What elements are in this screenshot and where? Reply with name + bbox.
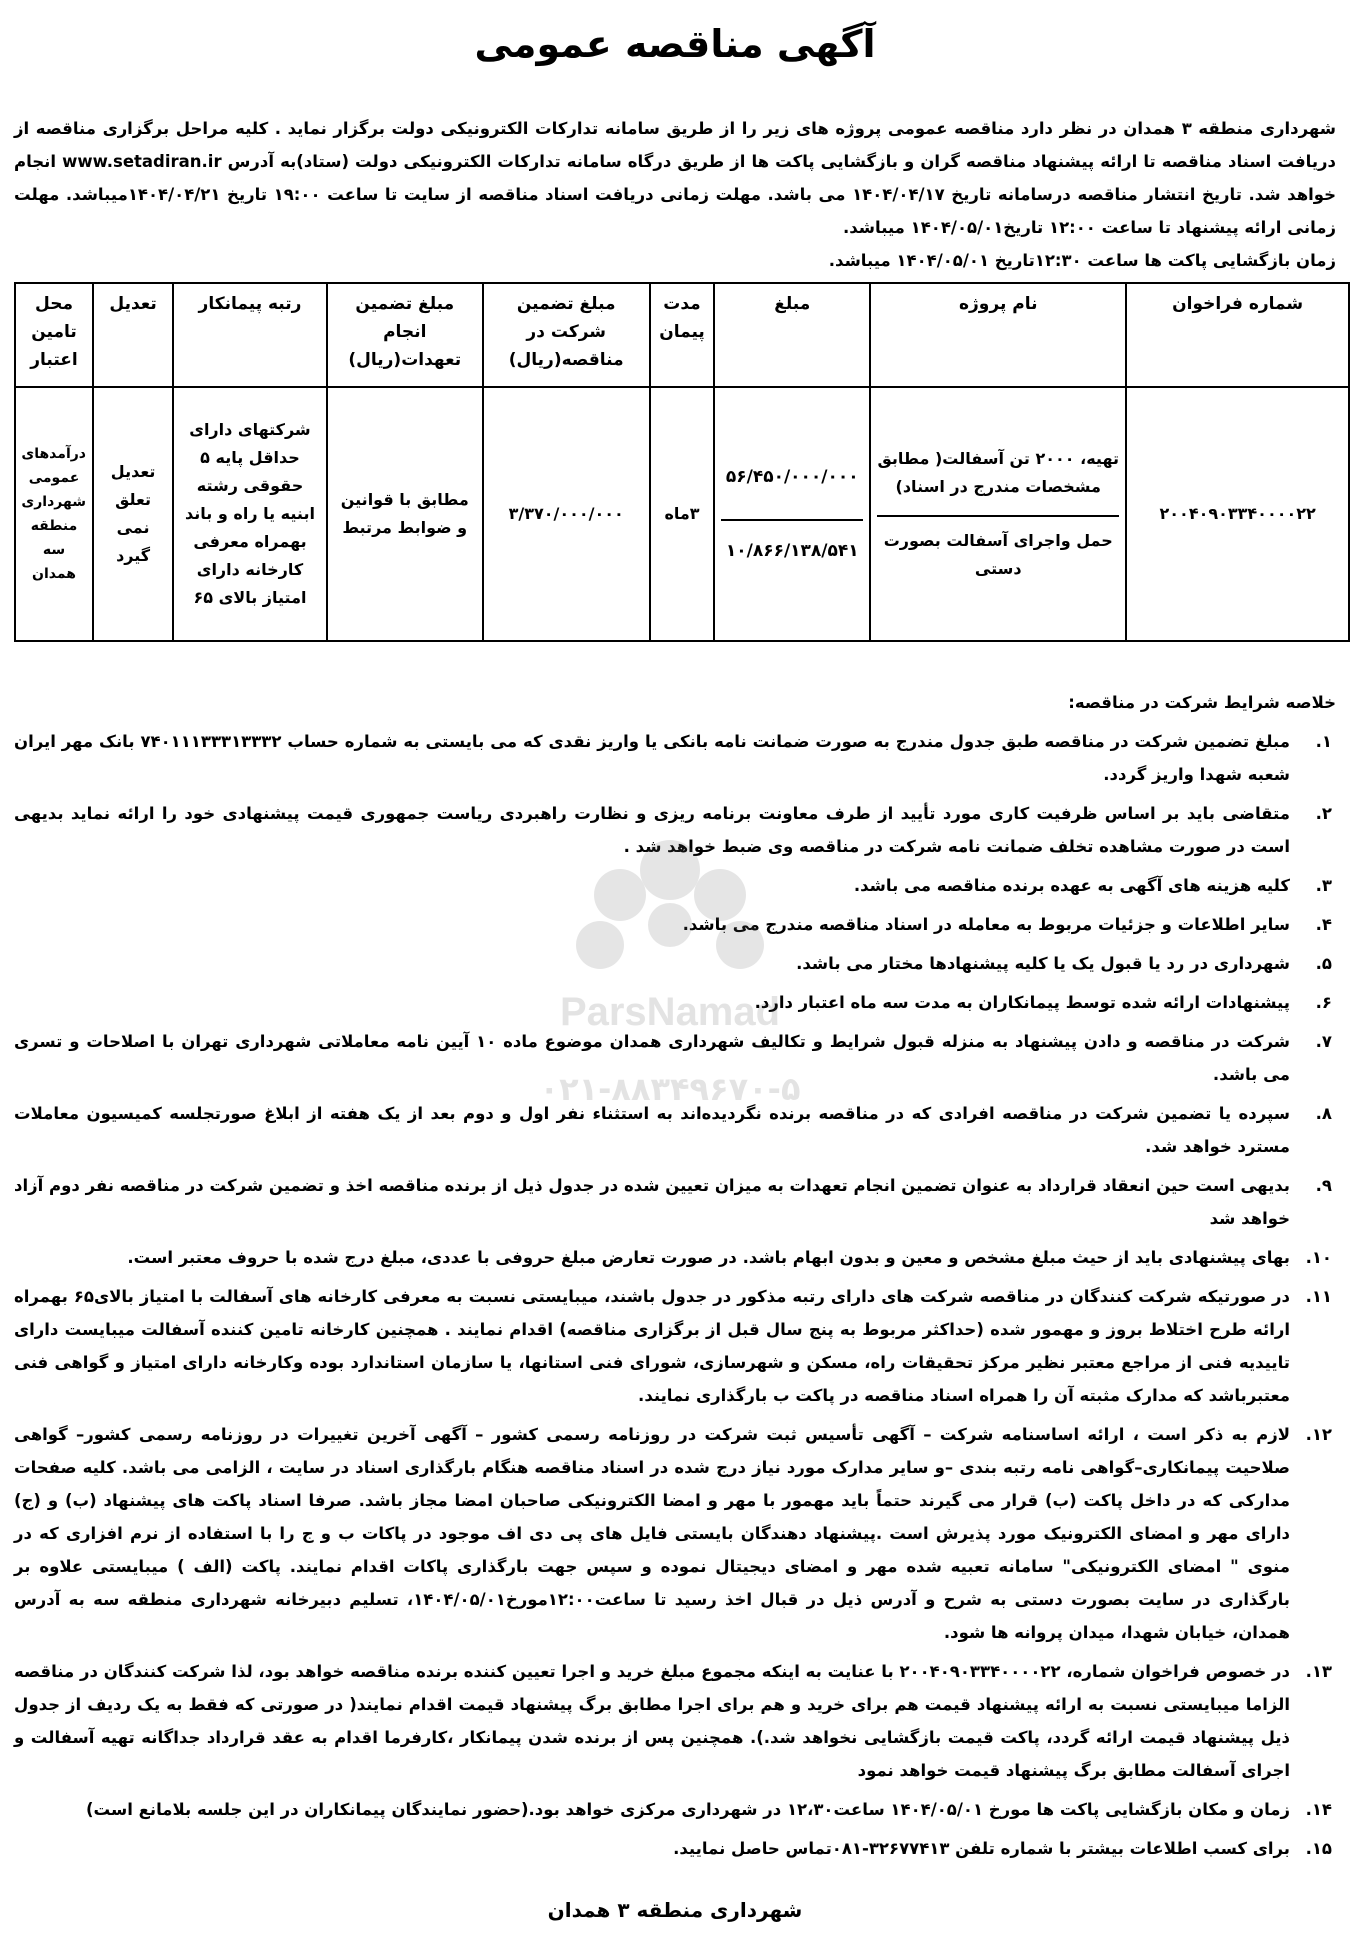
item-text: زمان و مکان بازگشایی پاکت ها مورخ ۱۴۰۴/۰۵/۰۱ ساعت۱۲،۳۰ در شهرداری مرکزی خواهد بود.(حضور نمایندگان پیمانکاران در این جلسه بلامانع است) xyxy=(86,1800,1290,1819)
tender-table xyxy=(14,282,1350,642)
item-number: ۱۱. xyxy=(1305,1287,1332,1306)
list-item xyxy=(14,1025,1336,1091)
item-number: ۱۵. xyxy=(1305,1839,1332,1858)
item-text: سپرده یا تضمین شرکت در مناقصه افرادی که در مناقصه برنده نگردیده‌اند به استثناء نفر اول و دوم بعد از یک هفته از ابلاغ صورتجلسه کمیسیون معاملات مسترد خواهد شد. xyxy=(14,1104,1290,1156)
item-text: بهای پیشنهادی باید از حیث مبلغ مشخص و معین و بدون ابهام باشد. در صورت تعارض مبلغ حروفی با عددی، مبلغ درج شده با حروف معتبر است. xyxy=(127,1248,1290,1267)
cell-adjustment: تعدیل تعلق نمی گیرد xyxy=(93,387,173,641)
intro-text: شهرداری منطقه ۳ همدان در نظر دارد مناقصه عمومی پروژه های زیر را از طریق سامانه تدارکات الکترونیکی دولت برگزار نماید . کلیه مراحل برگزاری مناقصه از دریافت اسناد مناقصه تا ارائه پیشنهاد مناقصه گران و بازگشایی پاکت ها از طریق درگاه سامانه تدارکات الکترونیکی دولت (ستاد)به آدرس www.setadiran.ir انجام خواهد شد. تاریخ انتشار مناقصه درسامانه تاریخ ۱۴۰۴/۰۴/۱۷ می باشد. مهلت زمانی دریافت اسناد مناقصه از سایت تا ساعت ۱۹:۰۰ تاریخ ۱۴۰۴/۰۴/۲۱میباشد. مهلت زمانی ارائه پیشنهاد تا ساعت ۱۲:۰۰ تاریخ۱۴۰۴/۰۵/۰۱ میباشد. xyxy=(14,119,1337,237)
item-text: شرکت در مناقصه و دادن پیشنهاد به منزله قبول شرایط و تکالیف شهرداری همدان موضوع ماده ۱۰ آیین نامه معاملاتی شهرداری تهران با اصلاحات و تسری می باشد. xyxy=(14,1032,1290,1084)
cell-duration: ۳ماه xyxy=(650,387,715,641)
item-number: ۲. xyxy=(1315,804,1332,823)
list-item xyxy=(14,1280,1336,1412)
item-number: ۱۰. xyxy=(1305,1248,1332,1267)
item-text: برای کسب اطلاعات بیشتر با شماره تلفن ۳۲۶۷۷۴۱۳-۰۸۱تماس حاصل نمایید. xyxy=(673,1839,1290,1858)
item-text: شهرداری در رد یا قبول یک یا کلیه پیشنهادها مختار می باشد. xyxy=(796,954,1290,973)
cell-contractor-grade: شرکتهای دارای حداقل پایه ۵ حقوقی رشته ابنیه یا راه و باند بهمراه معرفی کارخانه دارای امتیاز بالای ۶۵ xyxy=(173,387,327,641)
conditions-section xyxy=(14,686,1336,1871)
header-funding-source: محل تامین اعتبار xyxy=(15,283,93,387)
footer-signature: شهرداری منطقه ۳ همدان xyxy=(547,1898,803,1922)
table-row xyxy=(15,387,1349,641)
watermark-brand: ParsNamad xyxy=(559,990,781,1034)
list-item xyxy=(14,797,1336,863)
item-text: کلیه هزینه های آگهی به عهده برنده مناقصه می باشد. xyxy=(853,876,1290,895)
item-number: ۶. xyxy=(1315,993,1332,1012)
list-item xyxy=(14,869,1336,902)
item-text: پیشنهادات ارائه شده توسط پیمانکاران به مدت سه ماه اعتبار دارد. xyxy=(754,993,1290,1012)
conditions-heading: خلاصه شرایط شرکت در مناقصه: xyxy=(1068,693,1336,712)
header-adjustment: تعدیل xyxy=(93,283,173,387)
intro-paragraph xyxy=(14,112,1336,277)
list-item xyxy=(14,1655,1336,1787)
cell-bid-bond: ۳/۳۷۰/۰۰۰/۰۰۰ xyxy=(483,387,650,641)
item-text: بدیهی است حین انعقاد قرارداد به عنوان تضمین انجام تعهدات به میزان تعیین شده در جدول ذیل از برنده مناقصه اخذ و تضمین شرکت در مناقصه نفر دوم آزاد خواهد شد xyxy=(14,1176,1290,1228)
item-text: سایر اطلاعات و جزئیات مربوط به معامله در اسناد مناقصه مندرج می باشد. xyxy=(682,915,1290,934)
conditions-list xyxy=(14,725,1336,1865)
list-item xyxy=(14,1241,1336,1274)
amount-execution: ۱۰/۸۶۶/۱۳۸/۵۴۱ xyxy=(721,519,863,565)
cell-funding-source: درآمدهای عمومی شهرداری منطقه سه همدان xyxy=(15,387,93,641)
cell-performance-bond: مطابق با قوانین و ضوابط مرتبط xyxy=(327,387,483,641)
item-text: در خصوص فراخوان شماره، ۲۰۰۴۰۹۰۳۳۴۰۰۰۰۲۲ با عنایت به اینکه مجموع مبلغ خرید و اجرا تعیین کننده برنده مناقصه خواهد بود، لذا شرکت کنندگان در مناقصه الزاما میبایستی نسبت به ارائه پیشنهاد قیمت هم برای خرید و هم برای اجرا مطابق برگ پیشنهاد قیمت اقدام نمایند( در صورتی که فقط به یک ردیف از جدول ذیل پیشنهاد قیمت ارائه گردد، پاکت قیمت بازگشایی نخواهد شد.). همچنین پس از برنده شدن پیمانکار ،کارفرما اقدام به عقد قرارداد جداگانه تهیه آسفالت و اجرای آسفالت مطابق برگ پیشنهاد قیمت خواهد نمود xyxy=(14,1662,1291,1780)
item-number: ۱۴. xyxy=(1305,1800,1332,1819)
header-bid-bond: مبلغ تضمین شرکت در مناقصه(ریال) xyxy=(483,283,650,387)
item-number: ۱۲. xyxy=(1305,1425,1332,1444)
watermark-phone: ۰۲۱-۸۸۳۴۹۶۷۰-۵ xyxy=(539,1070,801,1108)
item-number: ۴. xyxy=(1315,915,1332,934)
header-amount: مبلغ xyxy=(714,283,870,387)
item-number: ۷. xyxy=(1315,1032,1332,1051)
item-number: ۳. xyxy=(1315,876,1332,895)
cell-project xyxy=(870,387,1126,641)
project-execution: حمل واجرای آسفالت بصورت دستی xyxy=(877,515,1119,583)
list-item xyxy=(14,947,1336,980)
intro-opening-time: زمان بازگشایی پاکت ها ساعت ۱۲:۳۰تاریخ ۱۴۰۴/۰۵/۰۱ میباشد. xyxy=(828,251,1336,270)
item-text: متقاضی باید بر اساس ظرفیت کاری مورد تأیید از طرف معاونت برنامه ریزی و نظارت راهبردی ریاست جمهوری قیمت پیشنهادی خود را ارائه نماید بدیهی است در صورت مشاهده تخلف ضمانت نامه شرکت در مناقصه وی ضبط خواهد شد . xyxy=(14,804,1290,856)
list-item xyxy=(14,725,1336,791)
item-number: ۹. xyxy=(1315,1176,1332,1195)
header-duration: مدت پیمان xyxy=(650,283,715,387)
list-item xyxy=(14,1793,1336,1826)
item-number: ۱۳. xyxy=(1305,1662,1332,1681)
header-project: نام پروژه xyxy=(870,283,1126,387)
project-supply: تهیه، ۲۰۰۰ تن آسفالت( مطابق مشخصات مندرج در اسناد) xyxy=(877,449,1120,496)
list-item xyxy=(14,908,1336,941)
list-item xyxy=(14,986,1336,1019)
list-item xyxy=(14,1097,1336,1163)
header-contractor-grade: رتبه پیمانکار xyxy=(173,283,327,387)
item-text: لازم به ذکر است ، ارائه اساسنامه شرکت – آگهی تأسیس ثبت شرکت در روزنامه رسمی کشور – آگهی آخرین تغییرات در روزنامه رسمی کشور– گواهی صلاحیت پیمانکاری–گواهی نامه رتبه بندی –و سایر مدارک مورد نیاز درج شده در اسناد مناقصه هنگام بارگذاری اسناد در سایت ، الزامی می باشد. کلیه صفحات مدارکی که در داخل پاکت (ب) قرار می گیرند حتماً باید مهمور با مهر و امضا الکترونیکی صاحبان امضا مجاز باشد. صرفا اسناد پاکت های پیشنهاد (ب) و (ج) دارای مهر و امضای الکترونیک مورد پذیرش است .پیشنهاد دهندگان بایستی فایل های پی دی اف موجود در پاکات ب و ج را با استفاده از نرم افزاری که در منوی " امضای الکترونیکی" سامانه تعبیه شده مهر و امضای دیجیتال نموده و سپس جهت بارگذاری پاکات اقدام نمایند. پاکت (الف ) میبایستی علاوه بر بارگذاری در سایت بصورت دستی به شرح و آدرس ذیل در قبال اخذ رسید تا ساعت۱۲:۰۰مورخ۱۴۰۴/۰۵/۰۱، تسلیم دبیرخانه شهرداری منطقه سه به آدرس همدان، خیابان شهدا، میدان پروانه ها شود. xyxy=(14,1425,1290,1642)
list-item xyxy=(14,1832,1336,1865)
list-item xyxy=(14,1169,1336,1235)
item-number: ۱. xyxy=(1315,732,1332,751)
cell-amount xyxy=(714,387,870,641)
item-number: ۵. xyxy=(1315,954,1332,973)
list-item xyxy=(14,1418,1336,1649)
amount-supply: ۵۶/۴۵۰/۰۰۰/۰۰۰ xyxy=(725,467,859,487)
item-text: در صورتیکه شرکت کنندگان در مناقصه شرکت های دارای رتبه مذکور در جدول باشند، میبایستی نسبت به معرفی کارخانه های آسفالت با امتیاز بالای۶۵ بهمراه ارائه طرح اختلاط بروز و مهمور شده (حداکثر مربوط به پنج سال قبل از برگزاری مناقصه) اقدام نمایند . همچنین کارخانه تامین کننده آسفالت میبایست دارای تاییدیه فنی از مراجع معتبر نظیر مرکز تحقیقات راه، مسکن و شهرسازی، شورای فنی استانها، یا سازمان استاندارد بوده وکارخانه دارای امتیاز و گواهی فنی معتبرباشد که مدارک مثبته آن را همراه اسناد مناقصه در پاکت ب بارگذاری نمایند. xyxy=(14,1287,1290,1405)
item-text: مبلغ تضمین شرکت در مناقصه طبق جدول مندرج به صورت ضمانت نامه بانکی یا واریز نقدی که می بایستی به شماره حساب ۷۴۰۱۱۱۳۳۳۱۳۳۳۲ بانک مهر ایران شعبه شهدا واریز گردد. xyxy=(14,732,1290,784)
cell-call-no: ۲۰۰۴۰۹۰۳۳۴۰۰۰۰۲۲ xyxy=(1126,387,1349,641)
header-performance-bond: مبلغ تضمین انجام تعهدات(ریال) xyxy=(327,283,483,387)
notice-title: آگهی مناقصه عمومی xyxy=(474,22,876,66)
header-call-no: شماره فراخوان xyxy=(1126,283,1349,387)
item-number: ۸. xyxy=(1315,1104,1332,1123)
table-header-row xyxy=(15,283,1349,387)
